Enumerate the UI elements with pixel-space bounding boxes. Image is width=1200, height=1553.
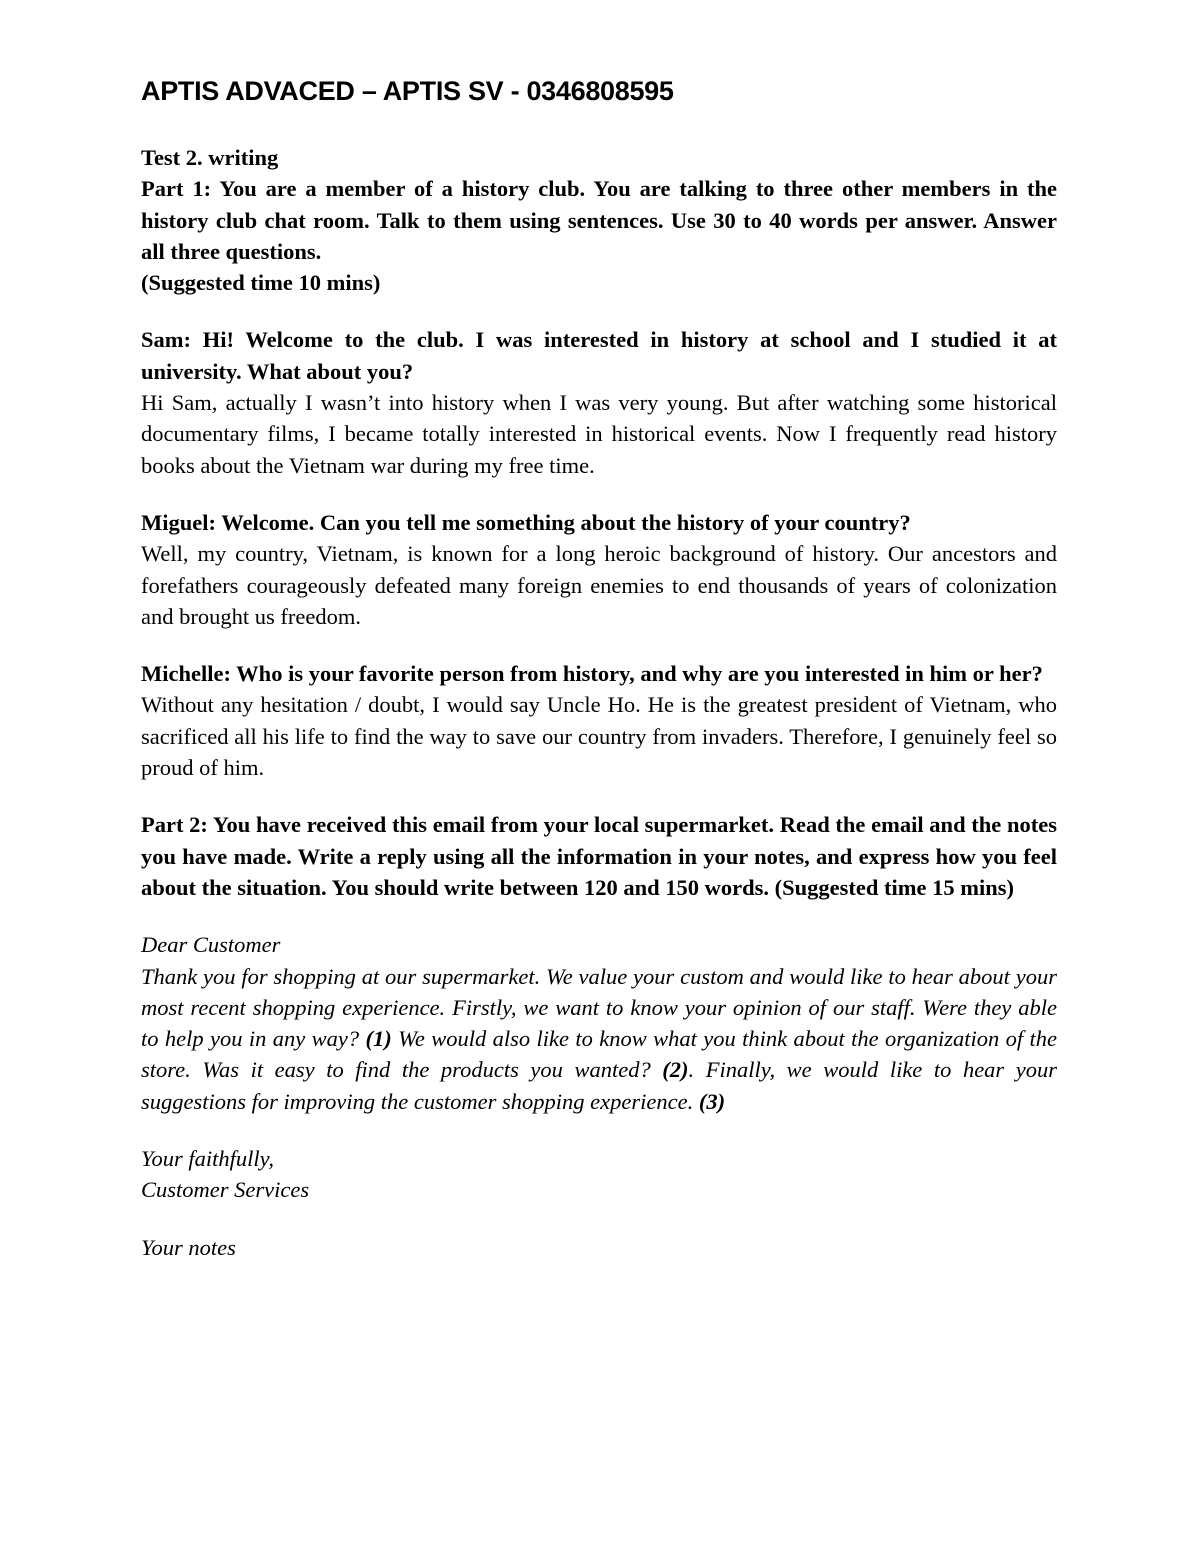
notes-label: Your notes xyxy=(141,1234,236,1260)
email-marker-2: (2) xyxy=(662,1057,689,1083)
email-body-segment-1: Thank you for shopping at our supermarket. We value your custom and would like to hear about your most recent shopping experience. Firstly, we want to know your opinion of our staff. Were they able to help you in any way? xyxy=(141,963,1057,1052)
answer-michelle: Without any hesitation / doubt, I would say Uncle Ho. He is the greatest president of Vietnam, who sacrificed all his life to find the way to save our country from invaders. Therefore, I genuinely feel so proud of him. xyxy=(141,692,1057,781)
part1-instructions: Part 1: You are a member of a history club. You are talking to three other members in the history club chat room. Talk to them using sentences. Use 30 to 40 words per answer. Answer all three questions. xyxy=(141,176,1057,264)
question-sam: Sam: Hi! Welcome to the club. I was interested in history at school and I studied it at university. What about you? xyxy=(141,327,1057,384)
email-marker-1: (1) xyxy=(365,1026,392,1052)
email-closing: Your faithfully, xyxy=(141,1146,274,1172)
email-body xyxy=(141,961,1057,1117)
question-block-miguel xyxy=(141,507,1057,632)
email-signature: Customer Services xyxy=(141,1177,310,1203)
question-miguel: Miguel: Welcome. Can you tell me something about the history of your country? xyxy=(141,509,911,535)
email-text xyxy=(141,929,1057,1263)
email-marker-3: (3) xyxy=(698,1088,726,1114)
document-body xyxy=(141,142,1057,1263)
part2-instructions: Part 2: You have received this email from your local supermarket. Read the email and the notes you have made. Write a reply using all the information in your notes, and express how you feel about the situation. You should write between 120 and 150 words. (Suggested time 15 mins) xyxy=(141,812,1057,900)
part1-time: (Suggested time 10 mins) xyxy=(141,270,381,296)
email-body-segment-2: We would also like to know what you think about the organization of the store. Was it easy to find the products you wanted? xyxy=(141,1026,1057,1083)
email-body-segment-3: . Finally, we would like to hear your suggestions for improving the customer shopping experience. xyxy=(141,1057,1057,1114)
document-title: APTIS ADVACED – APTIS SV - 0346808595 xyxy=(141,76,674,106)
answer-miguel: Well, my country, Vietnam, is known for a long heroic background of history. Our ancestors and forefathers courageously defeated many foreign enemies to end thousands of years of colonization and brought us freedom. xyxy=(141,541,1057,629)
email-greeting: Dear Customer xyxy=(141,932,281,958)
test-heading: Test 2. writing xyxy=(141,145,279,170)
answer-sam: Hi Sam, actually I wasn’t into history when I was very young. But after watching some historical documentary films, I became totally interested in historical events. Now I frequently read history books about the Vietnam war during my free time. xyxy=(141,390,1057,478)
question-michelle: Michelle: Who is your favorite person from history, and why are you interested in him or her? xyxy=(141,661,1043,687)
question-block-michelle xyxy=(141,658,1057,783)
question-block-sam xyxy=(141,324,1057,480)
